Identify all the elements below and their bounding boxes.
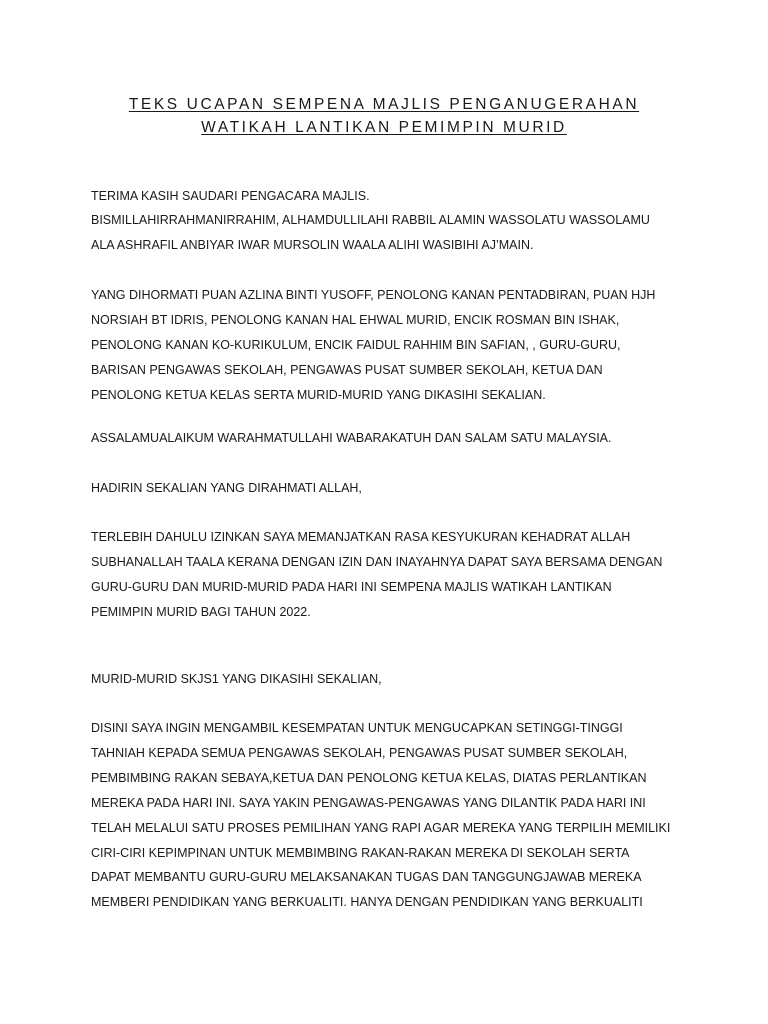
body-line: YANG DIHORMATI PUAN AZLINA BINTI YUSOFF, PENOLONG KANAN PENTADBIRAN, PUAN HJH [91,288,656,302]
body-line: MEMBERI PENDIDIKAN YANG BERKUALITI. HANYA DENGAN PENDIDIKAN YANG BERKUALITI [91,895,643,909]
body-line: TERLEBIH DAHULU IZINKAN SAYA MEMANJATKAN RASA KESYUKURAN KEHADRAT ALLAH [91,530,631,544]
body-line: ASSALAMUALAIKUM WARAHMATULLAHI WABARAKATUH DAN SALAM SATU MALAYSIA. [91,431,612,445]
body-line: DAPAT MEMBANTU GURU-GURU MELAKSANAKAN TUGAS DAN TANGGUNGJAWAB MEREKA [91,870,642,884]
body-line: CIRI-CIRI KEPIMPINAN UNTUK MEMBIMBING RAKAN-RAKAN MEREKA DI SEKOLAH SERTA [91,846,630,860]
body-line: TELAH MELALUI SATU PROSES PEMILIHAN YANG RAPI AGAR MEREKA YANG TERPILIH MEMILIKI [91,821,671,835]
document-title-line-1: TEKS UCAPAN SEMPENA MAJLIS PENGANUGERAHAN [128,96,640,113]
body-line: HADIRIN SEKALIAN YANG DIRAHMATI ALLAH, [91,481,362,495]
body-line: PENOLONG KETUA KELAS SERTA MURID-MURID YANG DIKASIHI SEKALIAN. [91,388,546,402]
body-line: MEREKA PADA HARI INI. SAYA YAKIN PENGAWAS-PENGAWAS YANG DILANTIK PADA HARI INI [91,796,646,810]
body-line: MURID-MURID SKJS1 YANG DIKASIHI SEKALIAN, [91,672,382,686]
body-line: SUBHANALLAH TAALA KERANA DENGAN IZIN DAN INAYAHNYA DAPAT SAYA BERSAMA DENGAN [91,555,663,569]
body-line: TAHNIAH KEPADA SEMUA PENGAWAS SEKOLAH, PENGAWAS PUSAT SUMBER SEKOLAH, [91,746,628,760]
body-line: NORSIAH BT IDRIS, PENOLONG KANAN HAL EHWAL MURID, ENCIK ROSMAN BIN ISHAK, [91,313,620,327]
body-line: PEMBIMBING RAKAN SEBAYA,KETUA DAN PENOLONG KETUA KELAS, DIATAS PERLANTIKAN [91,771,647,785]
body-line: GURU-GURU DAN MURID-MURID PADA HARI INI SEMPENA MAJLIS WATIKAH LANTIKAN [91,580,612,594]
body-line: BARISAN PENGAWAS SEKOLAH, PENGAWAS PUSAT SUMBER SEKOLAH, KETUA DAN [91,363,603,377]
body-line: PEMIMPIN MURID BAGI TAHUN 2022. [91,605,311,619]
body-line: TERIMA KASIH SAUDARI PENGACARA MAJLIS. [91,189,370,203]
body-line: PENOLONG KANAN KO-KURIKULUM, ENCIK FAIDUL RAHHIM BIN SAFIAN, , GURU-GURU, [91,338,621,352]
body-line: ALA ASHRAFIL ANBIYAR IWAR MURSOLIN WAALA ALIHI WASIBIHI AJ’MAIN. [91,238,534,252]
body-line: DISINI SAYA INGIN MENGAMBIL KESEMPATAN UNTUK MENGUCAPKAN SETINGGI-TINGGI [91,721,623,735]
document-title-line-2: WATIKAH LANTIKAN PEMIMPIN MURID [201,119,567,136]
body-line: BISMILLAHIRRAHMANIRRAHIM, ALHAMDULLILAHI RABBIL ALAMIN WASSOLATU WASSOLAMU [91,213,650,227]
